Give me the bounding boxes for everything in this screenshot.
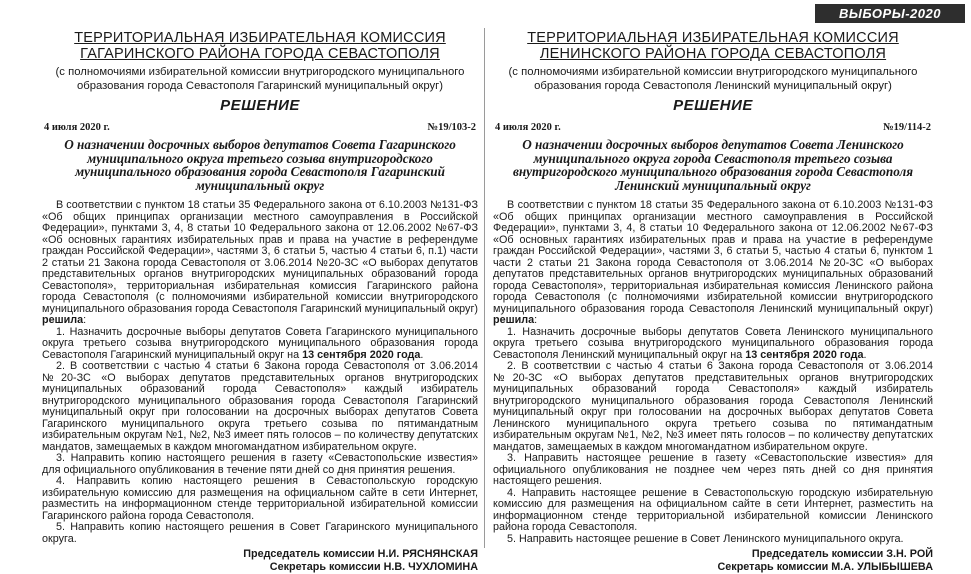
decision-body bbox=[493, 200, 933, 545]
paragraph-1-text: 1. Назначить досрочные выборы депутатов Совета Гагаринского муниципального округа третьего созыва внутригородского муниципального образования города Севастополя Гагаринский муниципальный округ на bbox=[42, 325, 478, 361]
decision-title: О назначении досрочных выборов депутатов Совета Ленинского муниципального округа города Севастополя третьего созыва внутригородского муниципального образования города Севастополя Ленинский муниципальный округ bbox=[512, 137, 914, 193]
preamble-text: В соответствии с пунктом 18 статьи 35 Федерального закона от 6.10.2003 №131-ФЗ «Об общих принципах организации местного самоуправления в Российской Федерации», пунктами 3, 4, 8 статьи 10 Федерального закона от 12.06.2002 №67-ФЗ «Об основных гарантиях избирательных прав и права на участие в референдуме граждан Российской Федерации», частями 3, 6 статьи 5, частью 4 статьи 6, пунктом 1 части 2 статьи 21 Закона города Севастополя от 3.06.2014 №20-ЗС «О выборах депутатов представительных органов внутригородских муниципальных образований города Севастополя», территориальная избирательная комиссия Ленинского района города Севастополя (с полномочиями избирательной комиссии внутригородского муниципального образования города Севастополя Ленинский муниципальный округ) bbox=[493, 199, 933, 315]
decision-meta bbox=[493, 121, 933, 134]
chair-signature: Председатель комиссии Н.И. РЯСНЯНСКАЯ bbox=[243, 548, 478, 560]
paragraph-1-text: 1. Назначить досрочные выборы депутатов Совета Ленинского муниципального округа третьего созыва внутригородского муниципального образования города Севастополя Ленинский муниципальный округ на bbox=[493, 325, 933, 361]
commission-powers: (с полномочиями избирательной комиссии внутригородского муниципального образования города Севастополя Ленинский муниципальный округ) bbox=[508, 66, 918, 92]
decision-body bbox=[42, 200, 478, 545]
decision-heading: РЕШЕНИЕ bbox=[220, 97, 300, 114]
paragraph-3: 3. Направить настоящее решение в газету «Севастопольские известия» для официального опубликования не позднее чем через пять дней со дня принятия настоящего решения. bbox=[493, 452, 933, 487]
decision-number: №19/114-2 bbox=[883, 122, 931, 133]
paragraph-2: 2. В соответствии с частью 4 статьи 6 Закона города Севастополя от 3.06.2014 №20-ЗС «О выборах депутатов представительных органов внутригородских муниципальных образований города Севастополя» каждый избиратель внутригородского муниципального образования города Севастополя Ленинский муниципальный округ при голосовании на досрочных выборах депутатов Совета Ленинского муниципального округа третьего созыва по пятимандатным избирательным округам №1, №2, №3 имеет пять голосов – по количеству депутатских мандатов, замещаемых в каждом многомандатном избирательном округе. bbox=[493, 360, 933, 453]
paragraph-4: 4. Направить копию настоящего решения в Севастопольскую городскую избирательную комиссию для размещения на официальном сайте в сети Интернет, разместить на информационном стенде территориальной избирательной комиссии Гагаринского района города Севастополя. bbox=[42, 475, 478, 522]
secretary-signature: Секретарь комиссии Н.В. ЧУХЛОМИНА bbox=[269, 561, 478, 573]
resolves-word: решила bbox=[42, 314, 84, 326]
resolves-word: решила bbox=[493, 314, 535, 326]
section-tag: ВЫБОРЫ-2020 bbox=[815, 4, 965, 23]
decision-gagarinsky bbox=[42, 30, 478, 574]
paragraph-1: 1. Назначить досрочные выборы депутатов Совета Ленинского муниципального округа третьего созыва внутригородского муниципального образования города Севастополя Ленинский муниципальный округ на 13 сентября 2020 года. bbox=[493, 325, 933, 361]
paragraph-3: 3. Направить копию настоящего решения в газету «Севастопольские известия» для официального опубликования в течение пяти дней со дня принятия решения. bbox=[42, 452, 478, 476]
paragraph-1: 1. Назначить досрочные выборы депутатов Совета Гагаринского муниципального округа третьего созыва внутригородского муниципального образования города Севастополя Гагаринский муниципальный округ на 13 сентября 2020 года. bbox=[42, 325, 478, 361]
chair-signature: Председатель комиссии З.Н. РОЙ bbox=[751, 548, 933, 560]
election-date: 13 сентября 2020 года bbox=[745, 348, 864, 361]
decision-heading: РЕШЕНИЕ bbox=[673, 97, 753, 114]
decision-meta bbox=[42, 121, 478, 134]
commission-title: ТЕРРИТОРИАЛЬНАЯ ИЗБИРАТЕЛЬНАЯ КОМИССИЯ ГАГАРИНСКОГО РАЙОНА ГОРОДА СЕВАСТОПОЛЯ bbox=[74, 30, 446, 62]
paragraph-4: 4. Направить настоящее решение в Севастопольскую городскую избирательную комиссию для размещения на официальном сайте в сети Интернет, разместить на информационном стенде территориальной избирательной комиссии Ленинского района города Севастополя. bbox=[493, 486, 933, 533]
decision-date: 4 июля 2020 г. bbox=[44, 122, 110, 133]
preamble-text: В соответствии с пунктом 18 статьи 35 Федерального закона от 6.10.2003 №131-ФЗ «Об общих принципах организации местного самоуправления в Российской Федерации», пунктами 3, 4, 8 статьи 10 Федерального закона от 12.06.2002 №67-ФЗ «Об основных гарантиях избирательных прав и права на участие в референдуме граждан Российской Федерации», частями 3, 6 статьи 5, частью 4 статьи 6, п.1) части 2 статьи 21 Закона города Севастополя от 3.06.2014 №20-ЗС «О выборах депутатов представительных органов внутригородских муниципальных образований города Севастополя», территориальная избирательная комиссия Гагаринского района города Севастополя (с полномочиями избирательной комиссии внутригородского муниципального образования города Севастополя Гагаринский муниципальный округ) bbox=[42, 199, 478, 315]
signatures bbox=[42, 548, 478, 574]
decision-title: О назначении досрочных выборов депутатов Совета Гагаринского муниципального округа третьего созыва внутригородского муниципального образования города Севастополя Гагаринский муниципальный округ bbox=[64, 137, 456, 193]
preamble: В соответствии с пунктом 18 статьи 35 Федерального закона от 6.10.2003 №131-ФЗ «Об общих принципах организации местного самоуправления в Российской Федерации», пунктами 3, 4, 8 статьи 10 Федерального закона от 12.06.2002 №67-ФЗ «Об основных гарантиях избирательных прав и права на участие в референдуме граждан Российской Федерации», частями 3, 6 статьи 5, частью 4 статьи 6, п.1) части 2 статьи 21 Закона города Севастополя от 3.06.2014 №20-ЗС «О выборах депутатов представительных органов внутригородских муниципальных образований города Севастополя», территориальная избирательная комиссия Гагаринского района города Севастополя (с полномочиями избирательной комиссии внутригородского муниципального образования города Севастополя Гагаринский муниципальный округ) решила: bbox=[42, 199, 478, 326]
commission-powers: (с полномочиями избирательной комиссии внутригородского муниципального образования города Севастополя Гагаринский муниципальный округ) bbox=[55, 66, 465, 92]
decision-date: 4 июля 2020 г. bbox=[495, 122, 561, 133]
signatures bbox=[493, 548, 933, 574]
decision-number: №19/103-2 bbox=[427, 122, 476, 133]
paragraph-2: 2. В соответствии с частью 4 статьи 6 Закона города Севастополя от 3.06.2014 №20-ЗС «О выборах депутатов представительных органов внутригородских муниципальных образований города Севастополя» каждый избиратель внутригородского муниципального образования города Севастополя Гагаринский муниципальный округ при голосовании на досрочных выборах депутатов Совета Гагаринского муниципального округа третьего созыва по пятимандатным избирательным округам №1, №2, №3 имеет пять голосов – по количеству депутатских мандатов, замещаемых в каждом многомандатном избирательном округе. bbox=[42, 360, 478, 453]
column-divider bbox=[484, 28, 485, 548]
decision-leninsky bbox=[493, 30, 933, 574]
preamble: В соответствии с пунктом 18 статьи 35 Федерального закона от 6.10.2003 №131-ФЗ «Об общих принципах организации местного самоуправления в Российской Федерации», пунктами 3, 4, 8 статьи 10 Федерального закона от 12.06.2002 №67-ФЗ «Об основных гарантиях избирательных прав и права на участие в референдуме граждан Российской Федерации», частями 3, 6 статьи 5, частью 4 статьи 6, пунктом 1 части 2 статьи 21 Закона города Севастополя от 3.06.2014 №20-ЗС «О выборах депутатов представительных органов внутригородских муниципальных образований города Севастополя», территориальная избирательная комиссия Ленинского района города Севастополя (с полномочиями избирательной комиссии внутригородского муниципального образования города Севастополя Ленинский муниципальный округ) решила: bbox=[493, 199, 933, 326]
secretary-signature: Секретарь комиссии М.А. УЛЫБЫШЕВА bbox=[717, 561, 933, 573]
paragraph-5: 5. Направить копию настоящего решения в Совет Гагаринского муниципального округа. bbox=[42, 521, 478, 545]
commission-title: ТЕРРИТОРИАЛЬНАЯ ИЗБИРАТЕЛЬНАЯ КОМИССИЯ ЛЕНИНСКОГО РАЙОНА ГОРОДА СЕВАСТОПОЛЯ bbox=[527, 30, 899, 62]
election-date: 13 сентября 2020 года bbox=[302, 348, 421, 361]
paragraph-5: 5. Направить настоящее решение в Совет Ленинского муниципального округа. bbox=[507, 532, 904, 545]
